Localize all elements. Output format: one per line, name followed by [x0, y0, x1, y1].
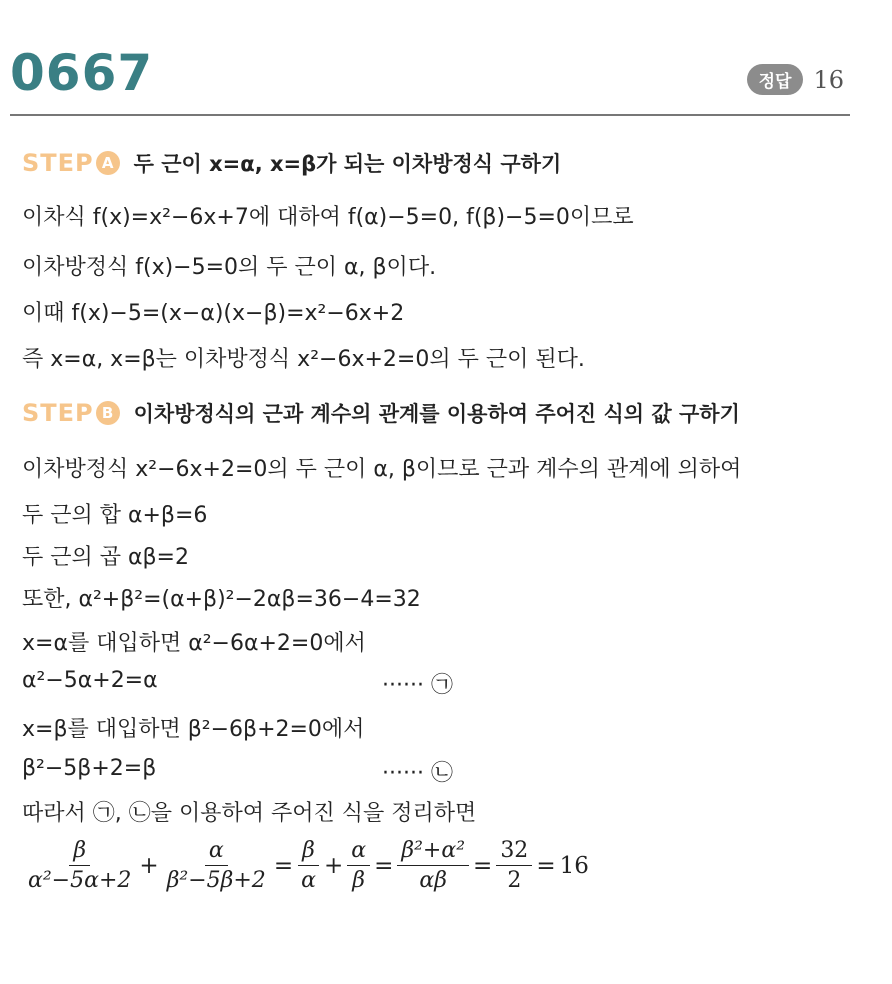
step-b-line-1: 이차방정식 x²−6x+2=0의 두 근이 α, β이므로 근과 계수의 관계에 의하여 [22, 457, 742, 482]
equals-sign-1: = [273, 852, 294, 879]
fraction-2 [163, 838, 270, 893]
fraction-1 [24, 838, 135, 893]
equals-sign-4: = [536, 852, 556, 879]
fraction-1-numerator: β [69, 838, 90, 866]
fraction-1-denominator: α²−5α+2 [28, 868, 132, 893]
equals-sign-3: = [473, 852, 493, 879]
step-a-line-4: 즉 x=α, x=β는 이차방정식 x²−6x+2=0의 두 근이 된다. [22, 347, 585, 372]
step-b-title: 이차방정식의 근과 계수의 관계를 이용하여 주어진 식의 값 구하기 [133, 402, 740, 426]
final-equation [22, 838, 591, 893]
fraction-4 [347, 838, 370, 893]
step-a-line-2: 이차방정식 f(x)−5=0의 두 근이 α, β이다. [22, 255, 437, 280]
fraction-5-denominator: αβ [419, 868, 447, 893]
final-result: 16 [559, 852, 589, 879]
fraction-6-numerator: 32 [496, 838, 532, 866]
fraction-4-denominator: β [352, 868, 366, 893]
fraction-4-numerator: α [347, 838, 370, 866]
marker-1: ······ ㉠ [382, 673, 453, 698]
step-b-heading [22, 398, 740, 428]
step-b-line-3: 두 근의 곱 αβ=2 [22, 545, 189, 570]
fraction-3-denominator: α [301, 868, 316, 893]
step-a-heading [22, 148, 561, 178]
fraction-6 [496, 838, 532, 893]
step-a-letter-badge: A [96, 151, 120, 175]
step-a-line-1: 이차식 f(x)=x²−6x+7에 대하여 f(α)−5=0, f(β)−5=0이므로 [22, 205, 634, 230]
fraction-3 [297, 838, 320, 893]
fraction-3-numerator: β [298, 838, 319, 866]
answer-label-badge: 정답 [747, 64, 804, 95]
step-b-letter-badge: B [96, 401, 120, 425]
problem-number: 0667 [10, 44, 154, 102]
step-b-word: STEP [22, 399, 94, 427]
step-b-line-9: 따라서 ㉠, ㉡을 이용하여 주어진 식을 정리하면 [22, 801, 477, 826]
marker-2: ······ ㉡ [382, 761, 453, 786]
step-b-line-6: α²−5α+2=α [22, 668, 158, 693]
fraction-2-numerator: α [205, 838, 228, 866]
plus-sign-1: + [139, 852, 159, 879]
fraction-2-denominator: β²−5β+2 [166, 868, 266, 893]
fraction-6-denominator: 2 [507, 868, 522, 893]
step-b-line-4: 또한, α²+β²=(α+β)²−2αβ=36−4=32 [22, 587, 421, 612]
plus-sign-2: + [323, 852, 344, 879]
step-a-word: STEP [22, 149, 94, 177]
header-divider [10, 114, 850, 116]
step-b-line-8: β²−5β+2=β [22, 756, 157, 781]
step-b-line-7: x=β를 대입하면 β²−6β+2=0에서 [22, 717, 365, 742]
answer-value: 16 [813, 65, 844, 94]
step-b-line-5: x=α를 대입하면 α²−6α+2=0에서 [22, 631, 366, 656]
fraction-5-numerator: β²+α² [397, 838, 469, 866]
answer-box [747, 64, 844, 95]
step-b-line-2: 두 근의 합 α+β=6 [22, 503, 208, 528]
fraction-5 [397, 838, 469, 893]
step-a-line-3: 이때 f(x)−5=(x−α)(x−β)=x²−6x+2 [22, 301, 405, 326]
step-a-title: 두 근이 x=α, x=β가 되는 이차방정식 구하기 [133, 152, 562, 176]
equals-sign-2: = [374, 852, 394, 879]
